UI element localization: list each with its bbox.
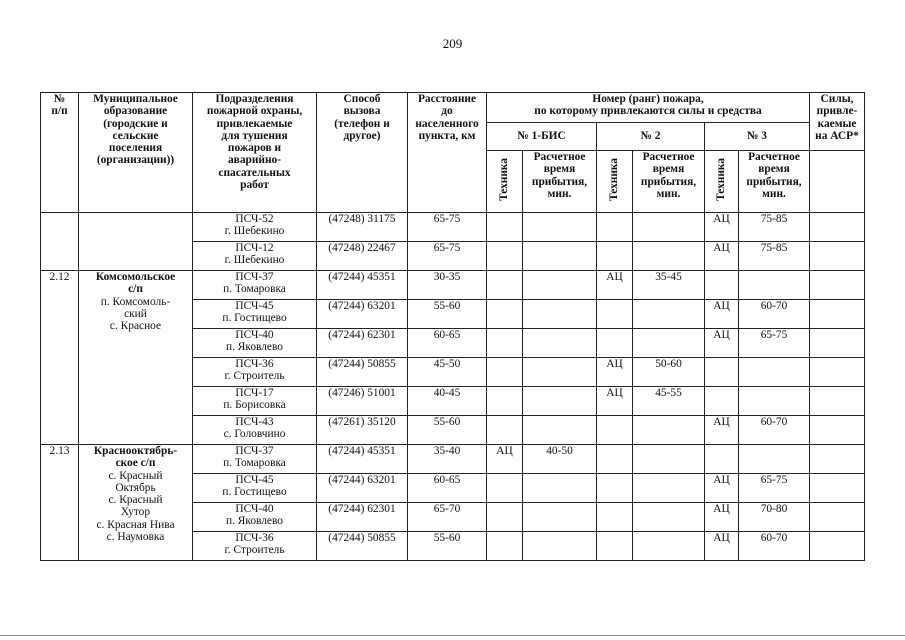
- cell-time-1: [523, 329, 597, 358]
- cell-tech-2: АЦ: [597, 271, 633, 300]
- cell-distance: 55-60: [408, 416, 487, 445]
- cell-unit: ПСЧ-36 г. Строитель: [193, 532, 317, 561]
- cell-tech-1: [487, 532, 523, 561]
- cell-time-2: 50-60: [633, 358, 705, 387]
- cell-forces: [810, 271, 865, 300]
- cell-time-3: [739, 358, 810, 387]
- cell-time-1: [523, 387, 597, 416]
- cell-time-2: [633, 242, 705, 271]
- header-tech-3: Техника: [705, 151, 739, 213]
- cell-time-2: [633, 300, 705, 329]
- cell-tech-3: АЦ: [705, 242, 739, 271]
- header-municipal: Муниципальное образование (городские и сельские поселения (организации)): [79, 93, 193, 213]
- page-number: 209: [442, 36, 463, 51]
- cell-time-3: [739, 271, 810, 300]
- cell-time-3: [739, 387, 810, 416]
- header-tech-2: Техника: [597, 151, 633, 213]
- cell-num: [41, 213, 79, 271]
- cell-tech-2: [597, 300, 633, 329]
- cell-time-3: 75-85: [739, 242, 810, 271]
- cell-tech-3: [705, 271, 739, 300]
- cell-phone: (47244) 62301: [317, 329, 408, 358]
- cell-municipal: Красноoктябрь- ское с/п с. Красный Октябрь с. Красный Хутор с. Красная Нива с. Наумовка: [79, 445, 193, 561]
- cell-phone: (47244) 50855: [317, 532, 408, 561]
- cell-forces: [810, 387, 865, 416]
- header-method: Способ вызова (телефон и другое): [317, 93, 408, 213]
- cell-unit: ПСЧ-45 п. Гостищево: [193, 474, 317, 503]
- cell-tech-2: [597, 445, 633, 474]
- cell-distance: 45-50: [408, 358, 487, 387]
- cell-time-2: [633, 445, 705, 474]
- cell-unit: ПСЧ-37 п. Томаровка: [193, 445, 317, 474]
- cell-unit: ПСЧ-37 п. Томаровка: [193, 271, 317, 300]
- cell-time-1: [523, 474, 597, 503]
- cell-tech-3: [705, 445, 739, 474]
- cell-tech-1: [487, 503, 523, 532]
- cell-time-1: [523, 503, 597, 532]
- header-tech-1: Техника: [487, 151, 523, 213]
- cell-tech-1: [487, 213, 523, 242]
- cell-forces: [810, 503, 865, 532]
- cell-distance: 65-70: [408, 503, 487, 532]
- cell-phone: (47248) 22467: [317, 242, 408, 271]
- cell-tech-1: АЦ: [487, 445, 523, 474]
- cell-tech-1: [487, 416, 523, 445]
- header-rank-1: № 1-БИС: [487, 123, 597, 151]
- cell-tech-2: [597, 503, 633, 532]
- cell-tech-2: [597, 416, 633, 445]
- cell-time-3: 75-85: [739, 213, 810, 242]
- cell-forces: [810, 416, 865, 445]
- cell-distance: 65-75: [408, 213, 487, 242]
- cell-tech-1: [487, 329, 523, 358]
- cell-phone: (47244) 63201: [317, 474, 408, 503]
- header-time-1: Расчетное время прибытия, мин.: [523, 151, 597, 213]
- header-forces: Силы, привле- каемые на АСР*: [810, 93, 865, 151]
- cell-time-2: [633, 329, 705, 358]
- cell-tech-2: [597, 213, 633, 242]
- cell-unit: ПСЧ-36 г. Строитель: [193, 358, 317, 387]
- cell-distance: 40-45: [408, 387, 487, 416]
- cell-time-2: 45-55: [633, 387, 705, 416]
- cell-time-3: 65-75: [739, 329, 810, 358]
- cell-distance: 60-65: [408, 474, 487, 503]
- cell-tech-3: АЦ: [705, 474, 739, 503]
- header-forces-empty: [810, 151, 865, 213]
- cell-phone: (47261) 35120: [317, 416, 408, 445]
- cell-tech-1: [487, 242, 523, 271]
- cell-time-2: [633, 532, 705, 561]
- cell-time-1: [523, 242, 597, 271]
- cell-distance: 35-40: [408, 445, 487, 474]
- cell-unit: ПСЧ-40 п. Яковлево: [193, 503, 317, 532]
- header-num: № п/п: [41, 93, 79, 213]
- cell-tech-1: [487, 300, 523, 329]
- cell-unit: ПСЧ-52 г. Шебекино: [193, 213, 317, 242]
- cell-forces: [810, 300, 865, 329]
- cell-distance: 30-35: [408, 271, 487, 300]
- cell-time-1: [523, 358, 597, 387]
- cell-forces: [810, 532, 865, 561]
- cell-tech-2: АЦ: [597, 358, 633, 387]
- table-row: [41, 445, 865, 474]
- cell-phone: (47246) 51001: [317, 387, 408, 416]
- header-rank-3: № 3: [705, 123, 810, 151]
- table-row: [41, 213, 865, 242]
- cell-phone: (47244) 45351: [317, 271, 408, 300]
- cell-forces: [810, 242, 865, 271]
- cell-num: 2.13: [41, 445, 79, 561]
- cell-tech-3: АЦ: [705, 213, 739, 242]
- header-distance: Расстояние до населенного пункта, км: [408, 93, 487, 213]
- scan-edge-line: [0, 635, 905, 636]
- cell-time-2: [633, 474, 705, 503]
- cell-forces: [810, 358, 865, 387]
- header-rank: Номер (ранг) пожара, по которому привлекаются силы и средства: [487, 93, 810, 123]
- cell-time-1: [523, 416, 597, 445]
- cell-phone: (47244) 63201: [317, 300, 408, 329]
- cell-tech-1: [487, 387, 523, 416]
- header-unit: Подразделения пожарной охраны, привлекаемые для тушения пожаров и аварийно- спасательных работ: [193, 93, 317, 213]
- cell-time-1: [523, 213, 597, 242]
- cell-time-1: [523, 532, 597, 561]
- cell-time-3: 60-70: [739, 300, 810, 329]
- cell-time-2: [633, 416, 705, 445]
- cell-time-1: 40-50: [523, 445, 597, 474]
- cell-time-3: 70-80: [739, 503, 810, 532]
- cell-tech-2: [597, 329, 633, 358]
- cell-distance: 65-75: [408, 242, 487, 271]
- cell-tech-2: [597, 474, 633, 503]
- cell-time-3: 60-70: [739, 532, 810, 561]
- cell-tech-3: АЦ: [705, 300, 739, 329]
- cell-unit: ПСЧ-12 г. Шебекино: [193, 242, 317, 271]
- cell-time-3: 65-75: [739, 474, 810, 503]
- cell-tech-3: АЦ: [705, 532, 739, 561]
- cell-tech-2: [597, 242, 633, 271]
- table-row: [41, 271, 865, 300]
- cell-unit: ПСЧ-45 п. Гостищево: [193, 300, 317, 329]
- cell-tech-3: АЦ: [705, 503, 739, 532]
- cell-distance: 60-65: [408, 329, 487, 358]
- cell-tech-3: [705, 387, 739, 416]
- cell-forces: [810, 445, 865, 474]
- cell-forces: [810, 474, 865, 503]
- cell-phone: (47244) 45351: [317, 445, 408, 474]
- cell-tech-1: [487, 474, 523, 503]
- cell-unit: ПСЧ-43 с. Головчино: [193, 416, 317, 445]
- cell-tech-2: [597, 532, 633, 561]
- cell-tech-1: [487, 271, 523, 300]
- cell-municipal: [79, 213, 193, 271]
- cell-forces: [810, 329, 865, 358]
- cell-tech-2: АЦ: [597, 387, 633, 416]
- cell-municipal: Комсомольское с/п п. Комсомоль- ский с. Красное: [79, 271, 193, 445]
- fire-forces-table: [40, 92, 865, 561]
- cell-time-2: 35-45: [633, 271, 705, 300]
- cell-distance: 55-60: [408, 532, 487, 561]
- cell-unit: ПСЧ-40 п. Яковлево: [193, 329, 317, 358]
- cell-forces: [810, 213, 865, 242]
- cell-time-3: [739, 445, 810, 474]
- header-time-3: Расчетное время прибытия, мин.: [739, 151, 810, 213]
- cell-tech-3: АЦ: [705, 416, 739, 445]
- cell-phone: (47244) 62301: [317, 503, 408, 532]
- cell-time-2: [633, 503, 705, 532]
- cell-phone: (47244) 50855: [317, 358, 408, 387]
- cell-time-2: [633, 213, 705, 242]
- cell-time-3: 60-70: [739, 416, 810, 445]
- header-rank-2: № 2: [597, 123, 705, 151]
- cell-tech-1: [487, 358, 523, 387]
- cell-tech-3: [705, 358, 739, 387]
- cell-unit: ПСЧ-17 п. Борисовка: [193, 387, 317, 416]
- cell-time-1: [523, 300, 597, 329]
- cell-tech-3: АЦ: [705, 329, 739, 358]
- cell-phone: (47248) 31175: [317, 213, 408, 242]
- header-time-2: Расчетное время прибытия, мин.: [633, 151, 705, 213]
- cell-distance: 55-60: [408, 300, 487, 329]
- cell-num: 2.12: [41, 271, 79, 445]
- cell-time-1: [523, 271, 597, 300]
